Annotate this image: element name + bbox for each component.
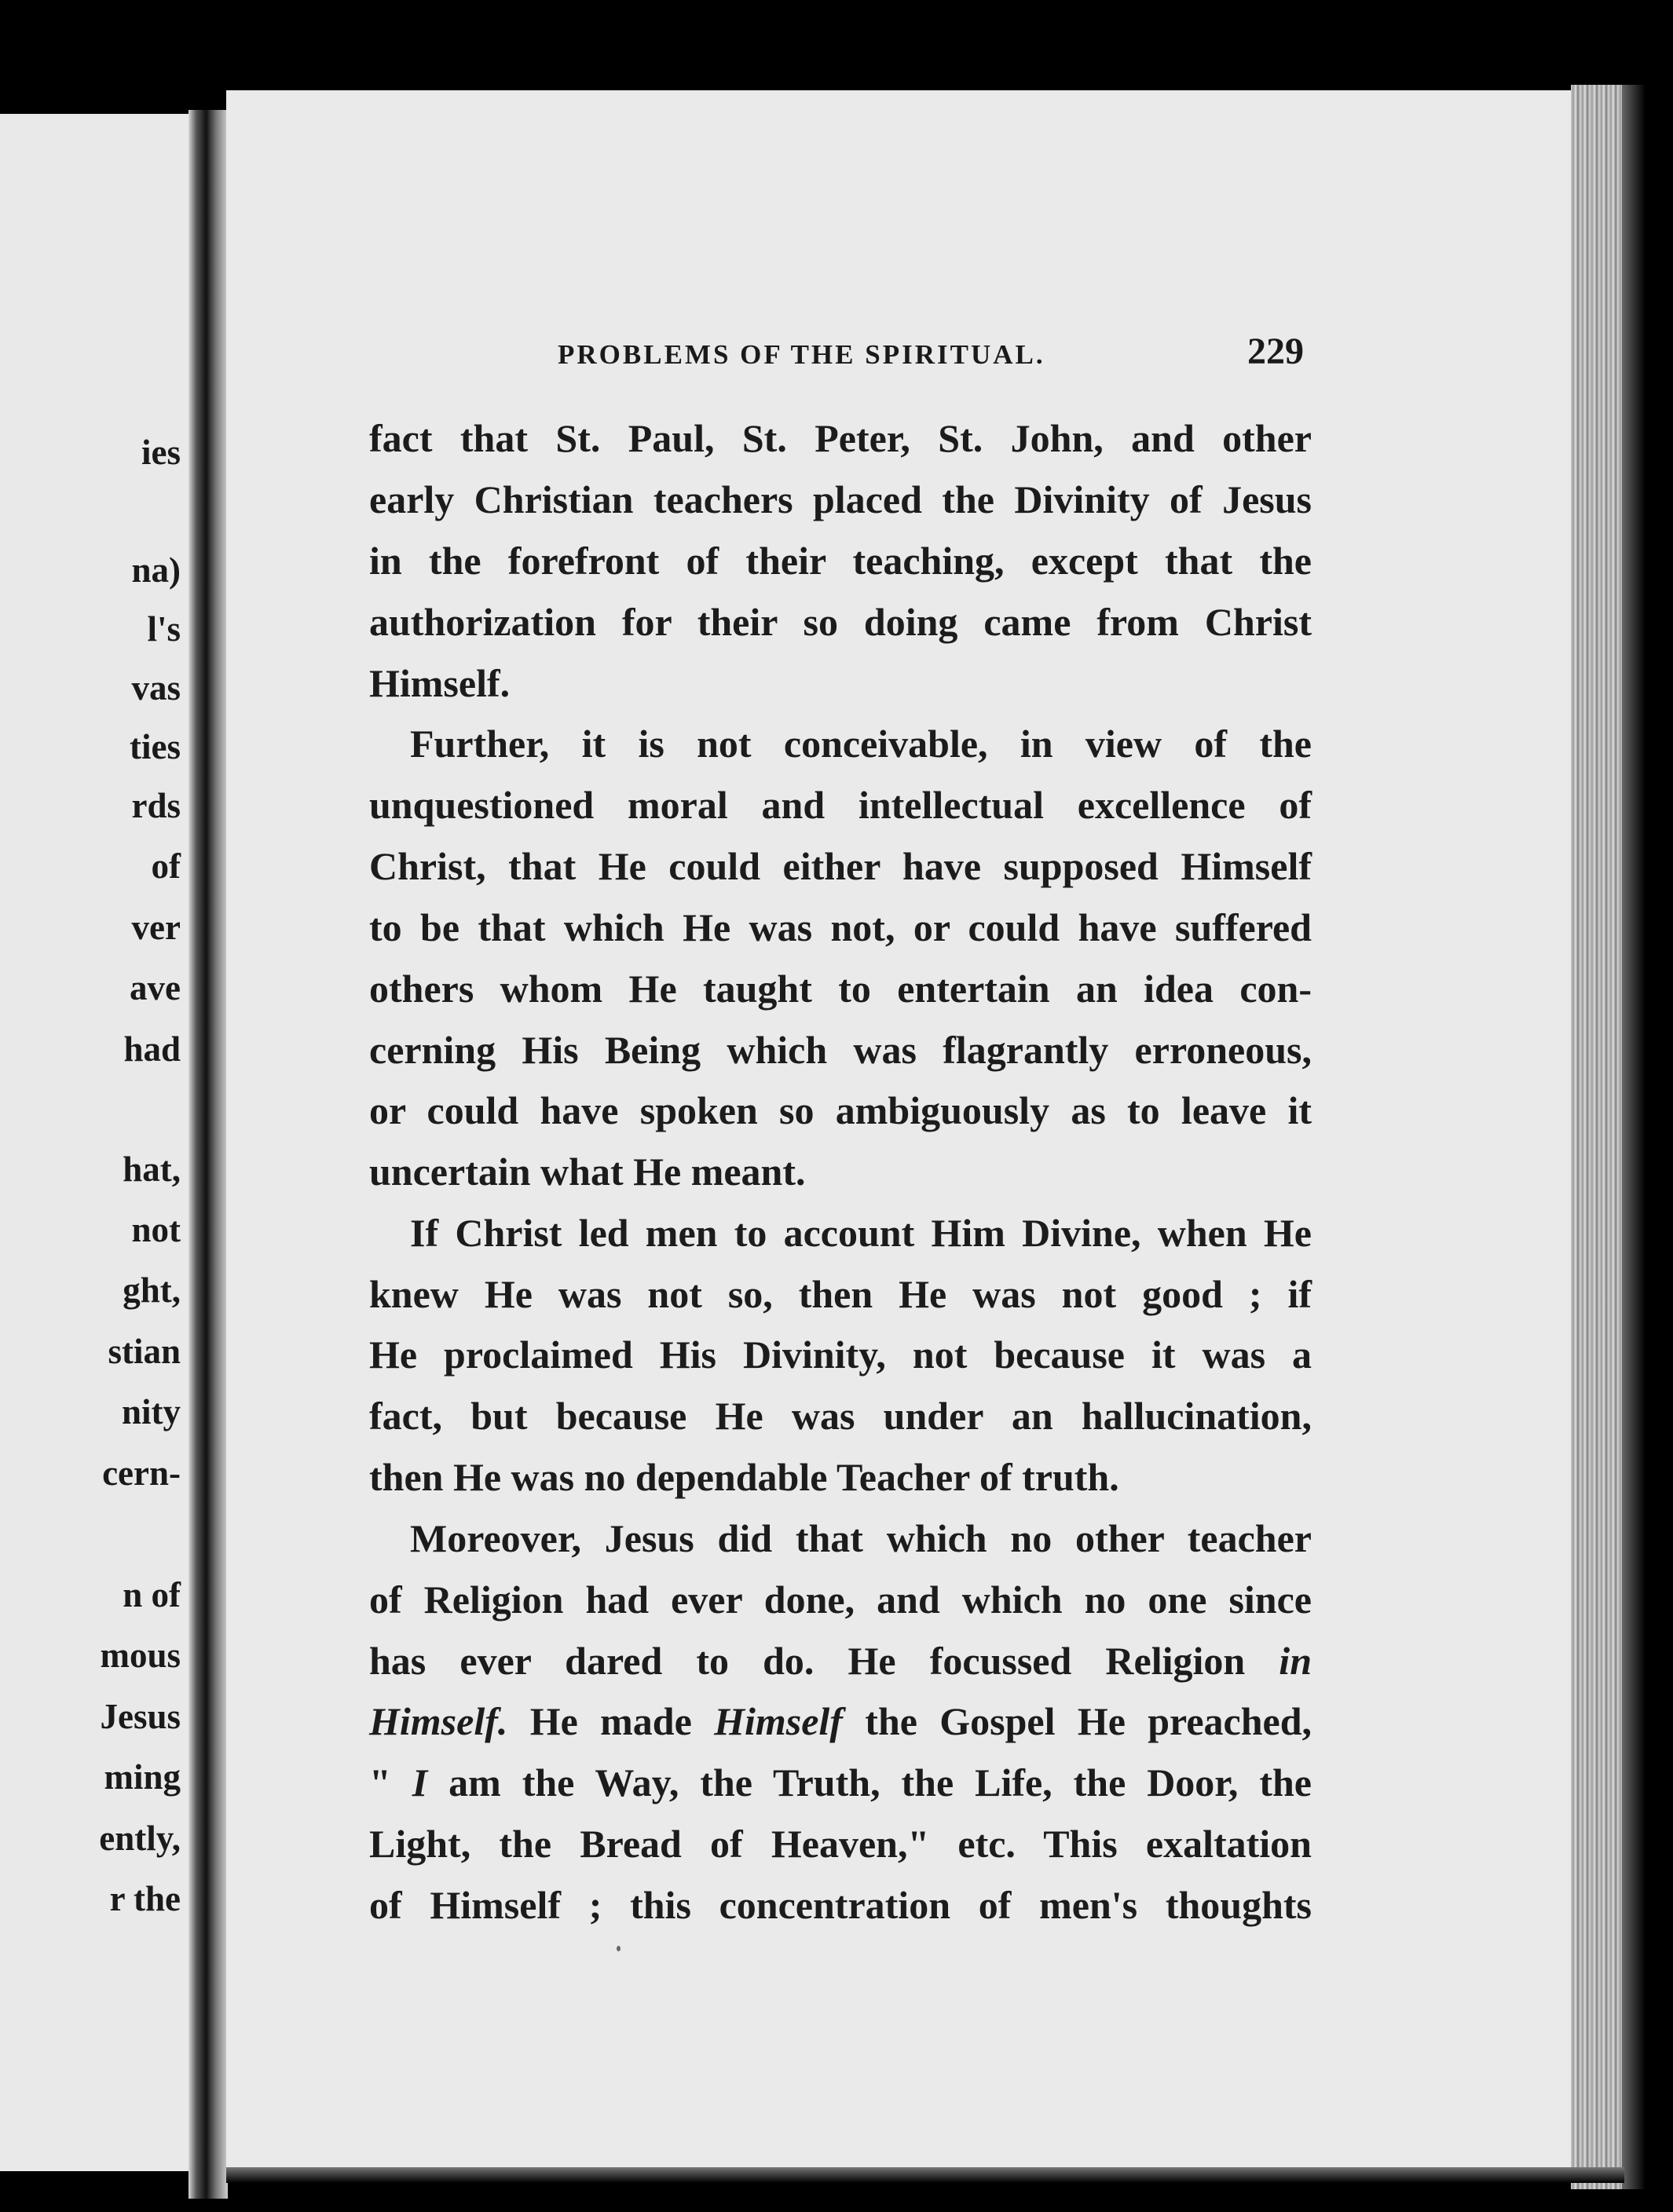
left-page-text: stian bbox=[108, 1332, 181, 1371]
body-line: of Himself ; this concentration of men's thoughts bbox=[369, 1883, 1312, 1927]
page-edge-shadow bbox=[1622, 85, 1646, 2189]
left-page-text: cern- bbox=[102, 1453, 181, 1493]
body-line: then He was no dependable Teacher of truth. bbox=[369, 1455, 1119, 1499]
body-line: Further, it is not conceivable, in view of the bbox=[410, 722, 1312, 766]
left-page-text: ght, bbox=[123, 1271, 181, 1310]
body-line: in the forefront of their teaching, except that the bbox=[369, 539, 1312, 583]
body-line: early Christian teachers placed the Divinity of Jesus bbox=[369, 477, 1312, 521]
page-bottom-shadow bbox=[226, 2167, 1624, 2183]
body-line: fact, but because He was under an hallucination, bbox=[369, 1394, 1312, 1438]
left-page-text: had bbox=[123, 1029, 181, 1069]
body-line bbox=[369, 1639, 1312, 1683]
italic-word: in bbox=[1279, 1639, 1312, 1683]
body-line: of Religion had ever done, and which no one since bbox=[369, 1578, 1312, 1622]
body-line: fact that St. Paul, St. Peter, St. John, and other bbox=[369, 416, 1312, 460]
left-page-text: l's bbox=[147, 609, 181, 649]
left-page-text: vas bbox=[131, 668, 181, 707]
italic-word: Himself. bbox=[369, 1699, 508, 1743]
left-page-text: ently, bbox=[99, 1819, 181, 1858]
line-segment: am the Way, the Truth, the Life, the Door, the bbox=[448, 1760, 1312, 1804]
body-line: Christ, that He could either have supposed Himself bbox=[369, 844, 1312, 888]
line-segment: the Gospel He preached, bbox=[865, 1699, 1312, 1743]
left-page-text: mous bbox=[100, 1636, 181, 1675]
body-line: Moreover, Jesus did that which no other teacher bbox=[410, 1516, 1312, 1560]
page-number: 229 bbox=[1247, 331, 1304, 372]
previous-page-fragment bbox=[0, 114, 189, 2171]
italic-word: Himself bbox=[714, 1699, 843, 1743]
body-line: Himself. bbox=[369, 661, 511, 705]
body-line: authorization for their so doing came from Christ bbox=[369, 600, 1312, 644]
body-line: cerning His Being which was flagrantly erroneous, bbox=[369, 1028, 1312, 1072]
left-page-text: ave bbox=[130, 968, 181, 1007]
ink-speck bbox=[617, 1946, 621, 1951]
left-page-text: Jesus bbox=[100, 1697, 181, 1736]
body-line: If Christ led men to account Him Divine, when He bbox=[410, 1211, 1312, 1255]
left-page-text: of bbox=[151, 846, 181, 886]
left-page-text: rds bbox=[131, 786, 181, 825]
left-page-text: ies bbox=[141, 433, 181, 472]
left-page-text: na) bbox=[131, 550, 181, 590]
body-line: He proclaimed His Divinity, not because it was a bbox=[369, 1333, 1312, 1377]
left-page-text: ver bbox=[131, 908, 181, 947]
left-page-text: n of bbox=[123, 1575, 181, 1614]
left-page-text: ties bbox=[130, 727, 181, 766]
body-line: or could have spoken so ambiguously as to leave it bbox=[369, 1088, 1312, 1132]
body-line bbox=[369, 1760, 1312, 1804]
body-line: to be that which He was not, or could have suffered bbox=[369, 905, 1312, 949]
open-quote: " bbox=[369, 1760, 391, 1804]
left-page-text: not bbox=[131, 1210, 181, 1249]
italic-word: I bbox=[412, 1760, 428, 1804]
current-page bbox=[226, 90, 1577, 2183]
line-segment: has ever dared to do. He focussed Religion bbox=[369, 1639, 1246, 1683]
left-page-text: hat, bbox=[123, 1150, 181, 1189]
left-page-text: nity bbox=[121, 1392, 181, 1431]
body-line: uncertain what He meant. bbox=[369, 1150, 806, 1194]
left-page-text: ming bbox=[104, 1757, 181, 1797]
body-line: knew He was not so, then He was not good ; if bbox=[369, 1272, 1312, 1316]
running-head: PROBLEMS OF THE SPIRITUAL. bbox=[558, 339, 1045, 370]
body-line: Light, the Bread of Heaven," etc. This exaltation bbox=[369, 1822, 1312, 1866]
page-edges bbox=[1571, 85, 1622, 2189]
body-line: unquestioned moral and intellectual excellence of bbox=[369, 783, 1312, 827]
line-segment: He made bbox=[529, 1699, 692, 1743]
body-line bbox=[369, 1699, 1312, 1743]
left-page-text: r the bbox=[109, 1879, 181, 1918]
body-line: others whom He taught to entertain an idea con- bbox=[369, 967, 1312, 1011]
book-gutter bbox=[189, 110, 228, 2199]
